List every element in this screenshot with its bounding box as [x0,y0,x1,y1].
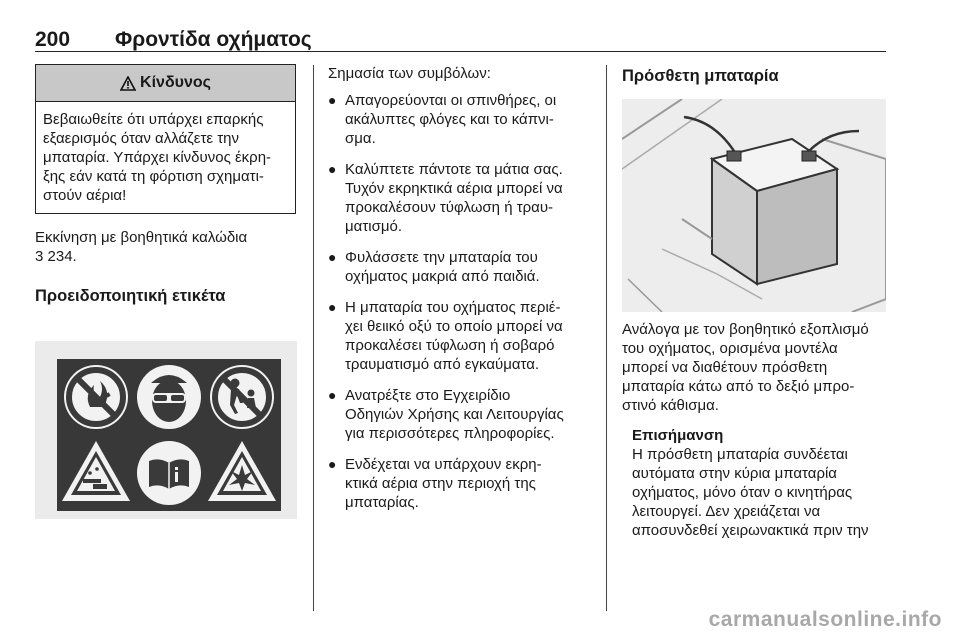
list-item-line: οχήματος μακριά από παιδιά. [345,268,540,285]
symbols-list [328,91,598,512]
additional-battery-heading: Πρόσθετη μπαταρία [622,67,779,85]
list-item-line: Οδηγιών Χρήσης και Λειτουργίας [345,406,564,423]
page-ref-number: 234. [47,248,77,265]
bullet-icon: ● [328,387,337,403]
no-fire-smoking-icon [64,365,128,429]
note-heading: Επισήμανση [632,427,724,444]
list-item-line: προκαλέσουν τύφλωση ή τραυ- [345,199,554,216]
jump-start-paragraph [35,228,297,266]
danger-line: Βεβαιωθείτε ότι υπάρχει επαρκής [43,111,264,128]
paragraph-line: μπορεί να διαθέτουν πρόσθετη [622,359,828,376]
list-item [328,91,598,148]
list-item-line: κτικά αέρια στην περιοχή της [345,475,536,492]
column-middle [328,64,598,524]
page-header [35,28,885,50]
warning-label-image [35,341,297,519]
page-number: 200 [35,28,71,51]
list-item-line: Τυχόν εκρηκτικά αέρια μπορεί να [345,180,563,197]
note-box [632,426,887,540]
danger-text [36,102,295,213]
list-item-line: μπαταρίας. [345,494,419,511]
note-line: Η πρόσθετη μπαταρία συνδέεται [632,446,848,463]
list-item-line: Απαγορεύονται οι σπινθήρες, οι [345,92,557,109]
list-item-line: ακάλυπτες φλόγες και το κάπνι- [345,111,554,128]
danger-title: Κίνδυνος [140,74,211,91]
column-left [35,64,297,519]
note-line: οχήματος, μόνο όταν ο κινητήρας [632,484,853,501]
list-item-line: τραυματισμό από εγκαύματα. [345,356,540,373]
warning-triangle-icon [120,76,136,91]
danger-line: ξης εάν κατά τη φόρτιση σχηματι- [43,168,264,185]
warning-label-heading: Προειδοποιητική ετικέτα [35,287,226,305]
column-divider-1 [313,65,314,611]
list-item-line: ματισμό. [345,218,402,235]
danger-header [36,65,295,102]
danger-line: στούν αέρια! [43,187,127,204]
jump-start-reference[interactable] [35,247,297,266]
list-item [328,298,598,374]
note-line: λειτουργεί. Δεν χρειάζεται να [632,503,821,520]
paragraph-line: Ανάλογα με τον βοηθητικό εξοπλισμό [622,321,869,338]
bullet-icon: ● [328,456,337,472]
list-item-line: Καλύπτετε πάντοτε τα μάτια σας. [345,161,563,178]
note-line: αυτόματα στην κύρια μπαταρία [632,465,837,482]
column-divider-2 [606,65,607,611]
list-item [328,248,598,286]
jump-start-text: Εκκίνηση με βοηθητικά καλώδια [35,229,248,246]
list-item-line: Φυλάσσετε την μπαταρία του [345,249,538,266]
list-item-line: για περισσότερες πληροφορίες. [345,425,555,442]
list-item [328,455,598,512]
list-item-line: σμα. [345,130,376,147]
bullet-icon: ● [328,161,337,177]
eye-protection-icon [137,365,201,429]
list-item-line: Ανατρέξτε στο Εγχειρίδιο [345,387,511,404]
paragraph-line: του οχήματος, ορισμένα μοντέλα [622,340,838,357]
column-right [622,64,887,540]
paragraph-line: στινό κάθισμα. [622,397,719,414]
additional-battery-paragraph [622,320,887,415]
read-manual-icon [137,441,201,505]
page-ref-arrow-icon: 3 [35,248,44,265]
list-item-line: προκαλέσει τύφλωση ή σοβαρό [345,337,555,354]
danger-line: μπαταρία. Υπάρχει κίνδυνος έκρη- [43,149,272,166]
list-item-line: Ενδέχεται να υπάρχουν εκρη- [345,456,542,473]
battery-illustration [622,99,886,312]
list-item [328,160,598,236]
note-line: αποσυνδεθεί χειρωνακτικά πριν την [632,522,869,539]
keep-children-away-icon [210,365,274,429]
watermark: carmanualsonline.info [708,608,942,631]
header-divider [35,51,886,52]
symbols-intro: Σημασία των συμβόλων: [328,65,491,82]
bullet-icon: ● [328,249,337,265]
chapter-title: Φροντίδα οχήματος [115,28,312,51]
bullet-icon: ● [328,299,337,315]
bullet-icon: ● [328,92,337,108]
paragraph-line: μπαταρία κάτω από το δεξιό μπρο- [622,378,855,395]
list-item-line: Η μπαταρία του οχήματος περιέ- [345,299,561,316]
danger-line: εξαερισμός όταν αλλάζετε την [43,130,240,147]
list-item [328,386,598,443]
list-item-line: χει θειικό οξύ το οποίο μπορεί να [345,318,563,335]
danger-box [35,64,296,214]
